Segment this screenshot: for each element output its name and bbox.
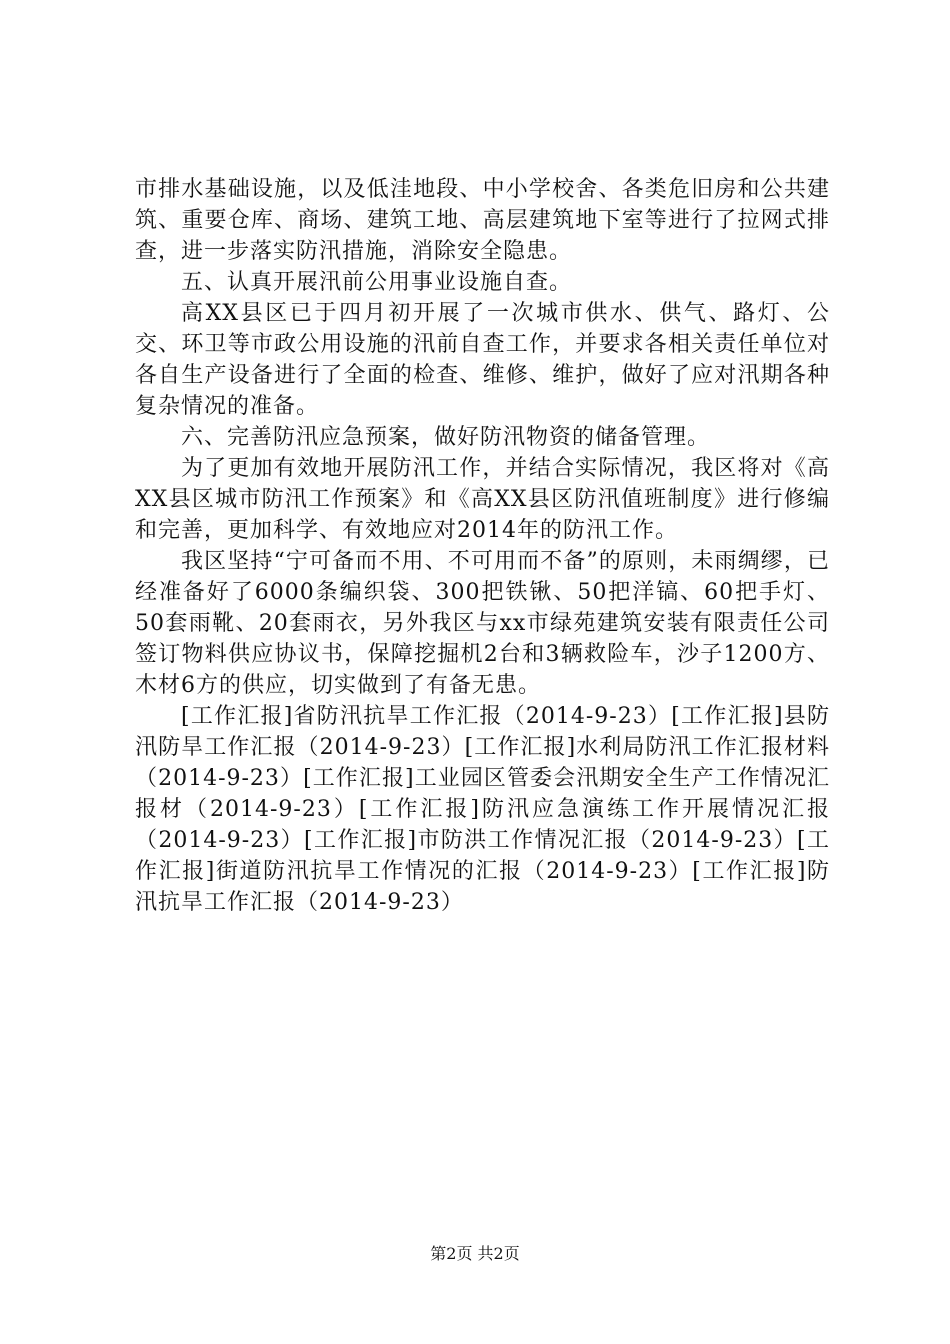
document-body xyxy=(135,174,830,918)
section-heading-six: 六、完善防汛应急预案，做好防汛物资的储备管理。 xyxy=(181,425,711,450)
paragraph-public-facilities: 高XX县区已于四月初开展了一次城市供水、供气、路灯、公交、环卫等市政公用设施的汛前自查工作，并要求各相关责任单位对各自生产设备进行了全面的检查、维修、维护，做好了应对汛期各种复杂情况的准备。 xyxy=(135,301,830,419)
page-number-footer: 第2页 共2页 xyxy=(430,1244,520,1263)
paragraph-material-reserves: 我区坚持“宁可备而不用、不可用而不备”的原则，未雨绸缪，已经准备好了6000条编织袋、300把铁锹、50把洋镐、60把手灯、50套雨靴、20套雨衣，另外我区与xx市绿苑建筑安装有限责任公司签订物料供应协议书，保障挖掘机2台和3辆救险车，沙子1200方、木材6方的供应，切实做到了有备无患。 xyxy=(135,549,830,698)
section-heading-five: 五、认真开展汛前公用事业设施自查。 xyxy=(181,270,573,295)
paragraph-continuation: 市排水基础设施，以及低洼地段、中小学校舍、各类危旧房和公共建筑、重要仓库、商场、建筑工地、高层建筑地下室等进行了拉网式排查，进一步落实防汛措施，消除安全隐患。 xyxy=(135,177,830,264)
paragraph-related-reports: [工作汇报]省防汛抗旱工作汇报（2014-9-23）[工作汇报]县防汛防旱工作汇报（2014-9-23）[工作汇报]水利局防汛工作汇报材料（2014-9-23）[工作汇报]工业园区管委会汛期安全生产工作情况汇报材（2014-9-23）[工作汇报]防汛应急演练工作开展情况汇报（2014-9-23）[工作汇报]市防洪工作情况汇报（2014-9-23）[工作汇报]街道防汛抗旱工作情况的汇报（2014-9-23）[工作汇报]防汛抗旱工作汇报（2014-9-23） xyxy=(135,704,830,915)
paragraph-emergency-plan: 为了更加有效地开展防汛工作，并结合实际情况，我区将对《高XX县区城市防汛工作预案》和《高XX县区防汛值班制度》进行修编和完善，更加科学、有效地应对2014年的防汛工作。 xyxy=(135,456,830,543)
